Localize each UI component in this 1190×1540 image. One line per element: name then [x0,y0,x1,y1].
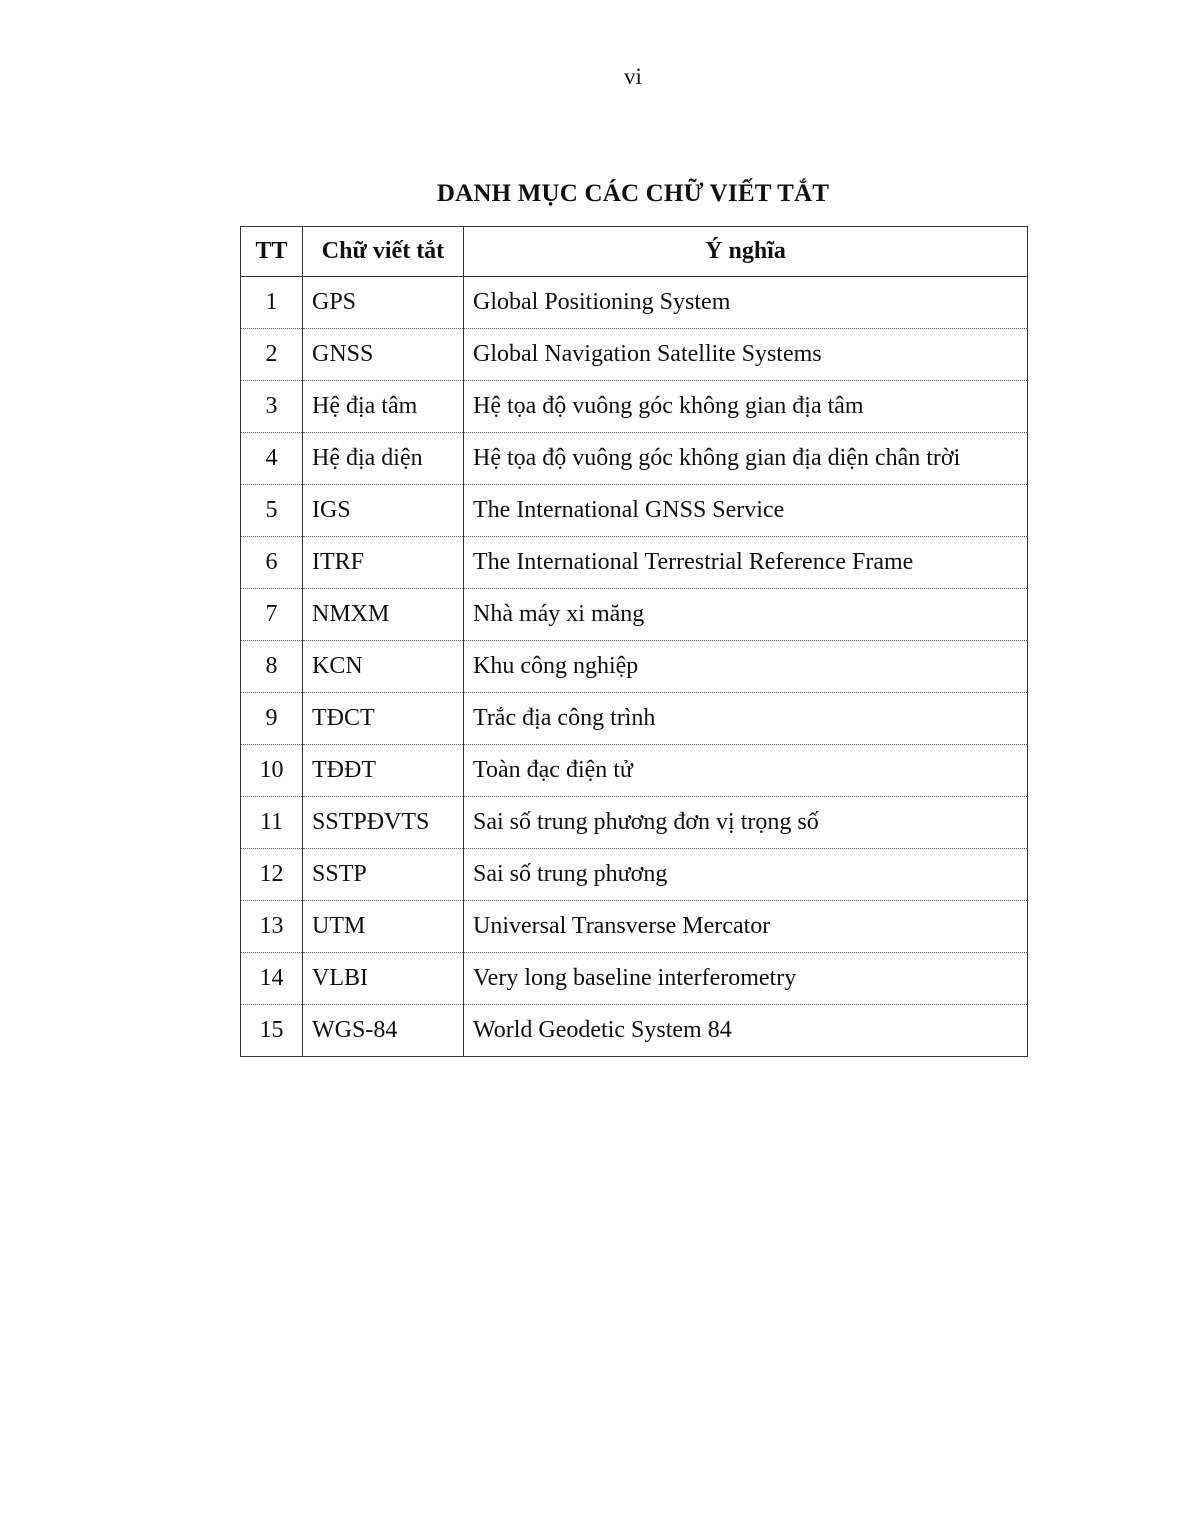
header-abbreviation: Chữ viết tắt [303,227,464,277]
table-row [241,901,1028,953]
table-row [241,277,1028,329]
row-abbreviation: GPS [303,277,464,329]
row-number: 1 [241,277,303,329]
row-abbreviation: IGS [303,485,464,537]
table-row [241,797,1028,849]
row-number: 9 [241,693,303,745]
row-meaning: Khu công nghiệp [464,641,1028,693]
row-abbreviation: VLBI [303,953,464,1005]
row-number: 15 [241,1005,303,1057]
row-abbreviation: TĐĐT [303,745,464,797]
row-abbreviation: Hệ địa diện [303,433,464,485]
table-row [241,537,1028,589]
row-meaning: Trắc địa công trình [464,693,1028,745]
table-row [241,381,1028,433]
table-row [241,485,1028,537]
row-meaning: Hệ tọa độ vuông góc không gian địa tâm [464,381,1028,433]
row-meaning: World Geodetic System 84 [464,1005,1028,1057]
row-meaning: Global Navigation Satellite Systems [464,329,1028,381]
row-number: 11 [241,797,303,849]
row-meaning: Toàn đạc điện tử [464,745,1028,797]
header-meaning: Ý nghĩa [464,227,1028,277]
row-meaning: Global Positioning System [464,277,1028,329]
row-meaning: Sai số trung phương đơn vị trọng số [464,797,1028,849]
row-meaning: The International Terrestrial Reference Frame [464,537,1028,589]
abbreviation-table [240,226,1028,1057]
row-abbreviation: KCN [303,641,464,693]
table-row [241,849,1028,901]
row-number: 14 [241,953,303,1005]
row-number: 5 [241,485,303,537]
row-meaning: Hệ tọa độ vuông góc không gian địa diện chân trời [464,433,1028,485]
row-meaning: Very long baseline interferometry [464,953,1028,1005]
row-number: 3 [241,381,303,433]
table-row [241,693,1028,745]
row-meaning: Nhà máy xi măng [464,589,1028,641]
row-meaning: The International GNSS Service [464,485,1028,537]
row-abbreviation: SSTPĐVTS [303,797,464,849]
table-row [241,1005,1028,1057]
table-row [241,953,1028,1005]
row-abbreviation: SSTP [303,849,464,901]
header-tt: TT [241,227,303,277]
row-number: 13 [241,901,303,953]
table-header-row [241,227,1028,277]
table-row [241,589,1028,641]
row-abbreviation: WGS-84 [303,1005,464,1057]
row-abbreviation: Hệ địa tâm [303,381,464,433]
row-number: 7 [241,589,303,641]
row-number: 10 [241,745,303,797]
page-number: vi [624,64,642,89]
row-number: 12 [241,849,303,901]
row-number: 6 [241,537,303,589]
table-row [241,745,1028,797]
row-number: 4 [241,433,303,485]
table-row [241,329,1028,381]
row-abbreviation: UTM [303,901,464,953]
row-number: 8 [241,641,303,693]
row-meaning: Sai số trung phương [464,849,1028,901]
row-abbreviation: ITRF [303,537,464,589]
row-meaning: Universal Transverse Mercator [464,901,1028,953]
row-abbreviation: TĐCT [303,693,464,745]
table-row [241,641,1028,693]
row-abbreviation: NMXM [303,589,464,641]
row-number: 2 [241,329,303,381]
table-row [241,433,1028,485]
row-abbreviation: GNSS [303,329,464,381]
page-title: DANH MỤC CÁC CHỮ VIẾT TẮT [436,180,830,207]
